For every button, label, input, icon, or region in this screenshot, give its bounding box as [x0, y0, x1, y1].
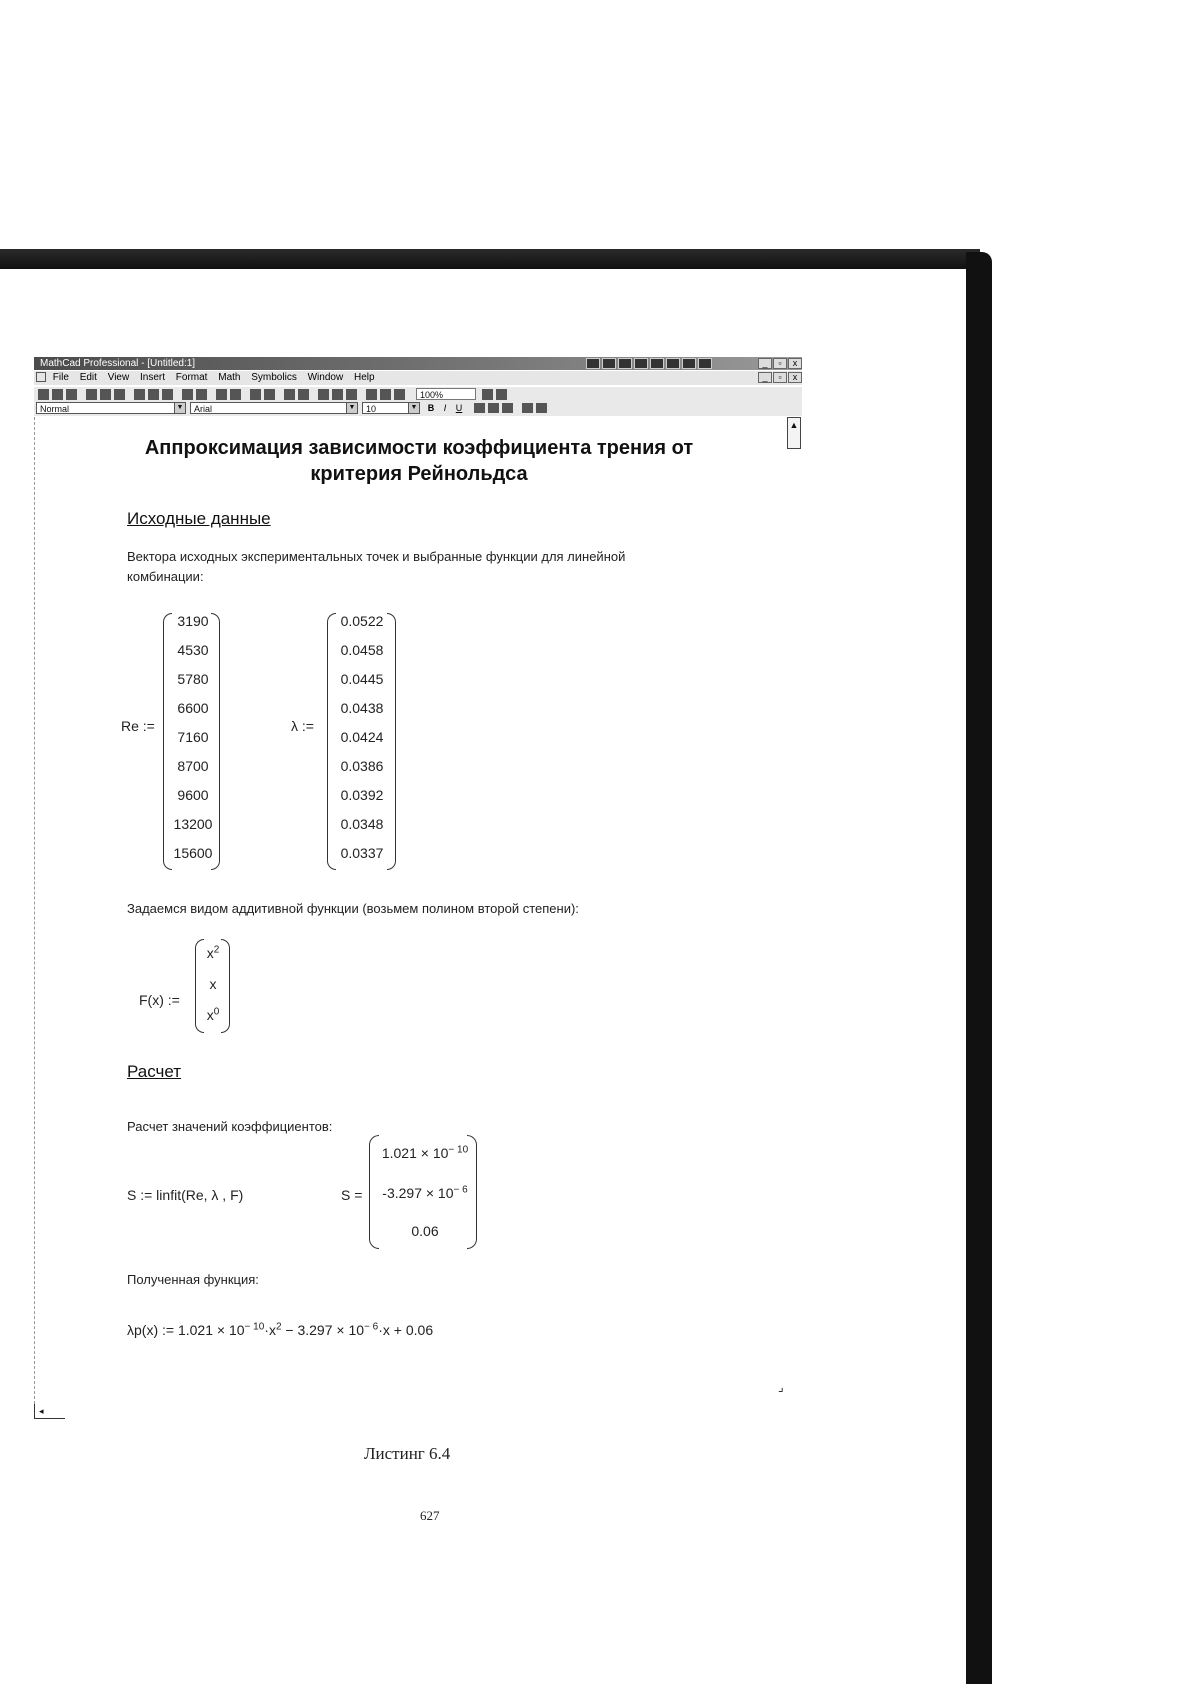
s-value: $1.021 \times 10^{- 10}$	[381, 1144, 469, 1161]
f-entry: x	[209, 976, 217, 992]
s-vector	[375, 1135, 475, 1247]
insert-graph-icon[interactable]	[366, 389, 377, 400]
lambda-value: 0.0337	[340, 845, 384, 861]
standard-toolbar	[34, 386, 802, 402]
re-value: 8700	[177, 758, 209, 774]
resources-icon[interactable]	[482, 389, 493, 400]
redo-icon[interactable]	[196, 389, 207, 400]
maximize-button[interactable]: ▫	[773, 358, 787, 369]
chevron-down-icon[interactable]: ▼	[174, 403, 185, 413]
style-select[interactable]	[36, 402, 186, 414]
style-select-value: Normal	[40, 404, 70, 414]
document-icon[interactable]	[36, 372, 46, 382]
listing-caption: Листинг 6.4	[364, 1444, 451, 1463]
intro-line-1: Вектора исходных экспериментальных точек и выбранные функции для линейной	[127, 549, 626, 564]
scroll-left-icon[interactable]: ◂	[34, 1404, 65, 1419]
app-icon[interactable]	[602, 358, 616, 369]
open-icon[interactable]	[52, 389, 63, 400]
f-vector	[199, 939, 227, 1031]
app-icon[interactable]	[586, 358, 600, 369]
bullets-icon[interactable]	[522, 403, 533, 413]
resulting-function-paragraph: Полученная функция:	[127, 1272, 259, 1287]
app-icon[interactable]	[618, 358, 632, 369]
mathcad-window	[34, 357, 802, 1419]
worksheet[interactable]	[34, 417, 803, 1419]
re-vector	[171, 613, 215, 873]
lambda-value: 0.0522	[340, 613, 384, 629]
insert-function-icon[interactable]	[250, 389, 261, 400]
new-icon[interactable]	[38, 389, 49, 400]
resource-center-icon[interactable]	[346, 389, 357, 400]
lambda-value: 0.0348	[340, 816, 384, 832]
re-label: Re :=	[121, 718, 155, 734]
additive-function-paragraph: Задаемся видом аддитивной функции (возьмем полином второй степени):	[127, 901, 579, 916]
font-select-value: Arial	[194, 404, 213, 414]
lambda-label: λ :=	[291, 718, 314, 734]
title-line-1: Аппроксимация зависимости коэффициента трения от	[144, 437, 694, 459]
align-down-icon[interactable]	[230, 389, 241, 400]
insert-matrix-icon[interactable]	[380, 389, 391, 400]
re-value: 3190	[177, 613, 209, 629]
menu-file[interactable]: File	[52, 372, 69, 383]
intro-line-2: комбинации:	[127, 569, 204, 584]
lambda-vector	[333, 613, 391, 873]
close-button[interactable]: x	[788, 358, 802, 369]
menu-bar	[34, 371, 802, 385]
title-bar	[34, 357, 802, 370]
s-result-label: S =	[341, 1187, 363, 1203]
menu-view[interactable]: View	[107, 372, 130, 383]
s-value: $-3.297 \times 10^{- 6}$	[382, 1184, 468, 1201]
align-right-icon[interactable]	[502, 403, 513, 413]
cut-icon[interactable]	[134, 389, 145, 400]
re-value: 15600	[173, 845, 213, 861]
align-left-icon[interactable]	[474, 403, 485, 413]
underline-button[interactable]: U	[455, 403, 463, 413]
lambda-value: 0.0438	[340, 700, 384, 716]
menu-math[interactable]: Math	[218, 372, 241, 383]
app-icon[interactable]	[634, 358, 648, 369]
lambda-value: 0.0445	[340, 671, 384, 687]
copy-icon[interactable]	[148, 389, 159, 400]
lambda-value: 0.0424	[340, 729, 384, 745]
section-heading-input-data: Исходные данные	[127, 509, 271, 528]
s-value: 0.06	[411, 1223, 439, 1239]
align-center-icon[interactable]	[488, 403, 499, 413]
doc-maximize-button[interactable]: ▫	[773, 372, 787, 383]
f-entry: $x^0$	[206, 1006, 220, 1023]
app-icon[interactable]	[682, 358, 696, 369]
minimize-button[interactable]: _	[758, 358, 772, 369]
document-controls	[758, 372, 802, 383]
re-value: 7160	[177, 729, 209, 745]
help-icon[interactable]	[496, 389, 507, 400]
resize-grip-icon[interactable]: ⌟	[778, 1380, 784, 1394]
title-line-2: критерия Рейнольдса	[310, 463, 528, 485]
worksheet-title	[119, 435, 719, 487]
re-value: 6600	[177, 700, 209, 716]
re-value: 9600	[177, 787, 209, 803]
lambda-value: 0.0458	[340, 642, 384, 658]
menu-window[interactable]: Window	[307, 372, 344, 383]
print-preview-icon[interactable]	[100, 389, 111, 400]
re-value: 5780	[177, 671, 209, 687]
calculate-icon[interactable]	[284, 389, 295, 400]
app-icon[interactable]	[666, 358, 680, 369]
page-number: 627	[420, 1508, 440, 1523]
window-controls	[758, 358, 802, 369]
s-definition: S := linfit(Re, λ , F)	[127, 1187, 244, 1203]
coefficients-paragraph: Расчет значений коэффициентов:	[127, 1119, 333, 1134]
chevron-down-icon[interactable]: ▼	[346, 403, 357, 413]
bold-button[interactable]: B	[427, 403, 435, 413]
spell-check-icon[interactable]	[114, 389, 125, 400]
insert-unit-icon[interactable]	[264, 389, 275, 400]
f-entry: $x^2$	[206, 944, 220, 961]
insert-hyperlink-icon[interactable]	[298, 389, 309, 400]
zoom-select[interactable]: 100%	[416, 388, 476, 400]
paste-icon[interactable]	[162, 389, 173, 400]
re-value: 4530	[177, 642, 209, 658]
section-heading-calculation: Расчет	[127, 1062, 182, 1081]
doc-close-button[interactable]: x	[788, 372, 802, 383]
font-size-select[interactable]	[362, 402, 420, 414]
print-icon[interactable]	[86, 389, 97, 400]
lambda-icon[interactable]	[394, 389, 405, 400]
lambda-value: 0.0392	[340, 787, 384, 803]
menu-format[interactable]: Format	[175, 372, 208, 383]
lambda-p-formula: λp(x) := $1.021 \times 10^{- 10}\cdot x^2 - 3.297 \times 10^{- 6}\cdot x + 0.06$	[127, 1321, 434, 1338]
align-across-icon[interactable]	[216, 389, 227, 400]
undo-icon[interactable]	[182, 389, 193, 400]
intro-paragraph	[127, 547, 625, 587]
font-size-value: 10	[366, 404, 377, 414]
numbering-icon[interactable]	[536, 403, 547, 413]
window-title: MathCad Professional - [Untitled:1]	[40, 358, 196, 369]
scan-right-edge	[966, 252, 992, 1684]
scroll-up-icon[interactable]: ▲	[787, 417, 801, 449]
run-script-icon[interactable]	[332, 389, 343, 400]
scan-top-edge	[0, 249, 980, 269]
font-select[interactable]	[190, 402, 358, 414]
italic-button[interactable]: I	[443, 403, 447, 413]
doc-minimize-button[interactable]: _	[758, 372, 772, 383]
formatting-toolbar	[34, 401, 802, 416]
f-label: F(x) :=	[139, 992, 180, 1008]
menu-edit[interactable]: Edit	[79, 372, 97, 383]
component-wizard-icon[interactable]	[318, 389, 329, 400]
menu-insert[interactable]: Insert	[139, 372, 165, 383]
app-icon[interactable]	[698, 358, 712, 369]
title-toolbar-icons	[586, 358, 712, 369]
save-icon[interactable]	[66, 389, 77, 400]
lambda-value: 0.0386	[340, 758, 384, 774]
re-value: 13200	[173, 816, 213, 832]
app-icon[interactable]	[650, 358, 664, 369]
menu-help[interactable]: Help	[353, 372, 375, 383]
chevron-down-icon[interactable]: ▼	[408, 403, 419, 413]
menu-symbolics[interactable]: Symbolics	[251, 372, 297, 383]
